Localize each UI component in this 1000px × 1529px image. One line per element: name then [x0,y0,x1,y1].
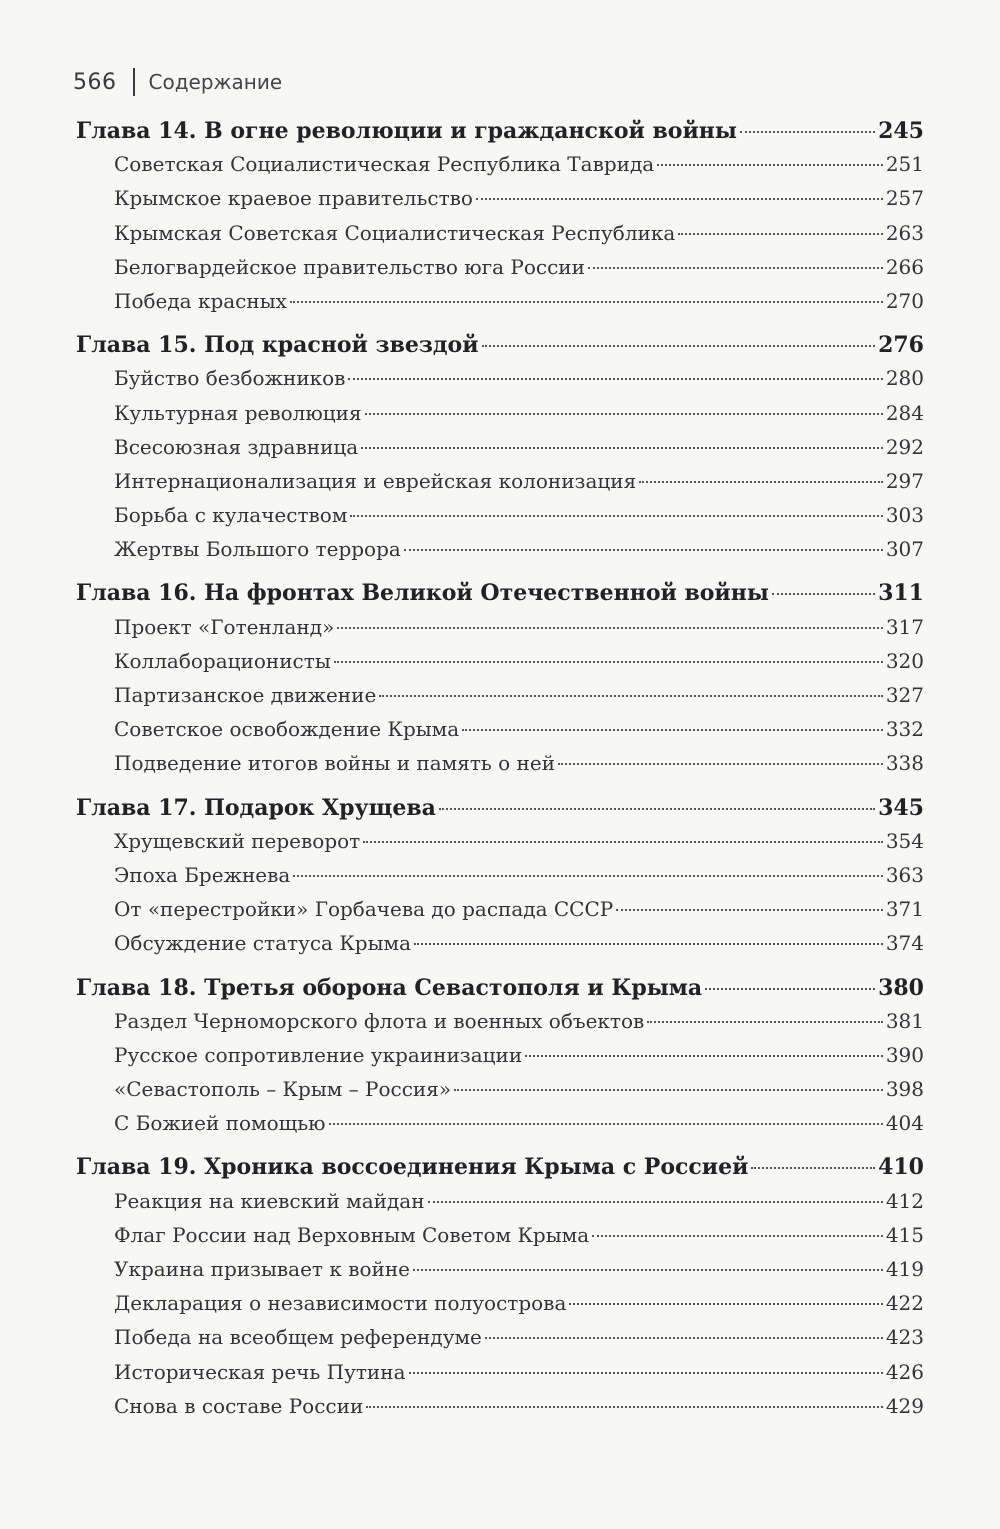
chapter-page-number: 345 [878,794,924,821]
section-title: «Севастополь – Крым – Россия» [114,1077,452,1102]
section-entry [76,152,924,186]
toc-chapter [76,332,924,571]
section-title: Всесоюзная здравница [114,434,359,459]
dot-leader [705,988,875,990]
dot-leader [361,447,883,449]
dot-leader [439,808,875,810]
section-page-number: 398 [885,1077,924,1102]
section-page-number: 284 [885,400,924,425]
dot-leader [454,1089,883,1091]
dot-leader [290,301,883,303]
dot-leader [525,1055,883,1057]
section-entry [76,186,924,220]
section-entry [76,435,924,469]
section-page-number: 354 [885,828,924,853]
dot-leader [366,1406,883,1408]
section-page-number: 371 [885,897,924,922]
dot-leader [678,233,883,235]
section-page-number: 429 [885,1393,924,1418]
dot-leader [363,841,883,843]
section-page-number: 266 [885,254,924,279]
section-page-number: 257 [885,186,924,211]
dot-leader [647,1021,883,1023]
section-title: Жертвы Большого террора [114,537,401,562]
section-entry [76,289,924,323]
section-page-number: 317 [885,614,924,639]
section-entry [76,863,924,897]
section-title: Флаг России над Верховным Советом Крыма [114,1222,590,1247]
dot-leader [334,661,883,663]
section-title: Крымская Советская Социалистическая Республика [114,220,676,245]
section-entry [76,401,924,435]
section-entry [76,1257,924,1291]
dot-leader [751,1167,875,1169]
dot-leader [485,1337,883,1339]
toc-chapter [76,1154,924,1428]
section-entry [76,1291,924,1325]
section-title: Снова в составе России [114,1393,364,1418]
section-entry [76,1223,924,1257]
section-title: Советское освобождение Крыма [114,717,460,742]
chapter-title: Глава 14. В огне революции и гражданской войны [76,118,737,144]
section-entry [76,897,924,931]
section-title: Коллаборационисты [114,648,331,673]
section-page-number: 280 [885,366,924,391]
section-entry [76,649,924,683]
section-title: Культурная революция [114,400,362,425]
toc-chapter [76,795,924,966]
section-title: Русское сопротивление украинизации [114,1042,523,1067]
dot-leader [365,413,883,415]
section-page-number: 363 [885,862,924,887]
section-page-number: 327 [885,683,924,707]
dot-leader [348,378,882,380]
chapter-page-number: 380 [878,974,924,1001]
section-entry [76,1189,924,1223]
section-entry [76,931,924,965]
chapter-title: Глава 15. Под красной звездой [76,332,479,359]
section-title: С Божией помощью [114,1111,326,1136]
dot-leader [462,729,883,731]
dot-leader [569,1303,882,1305]
dot-leader [329,1123,883,1125]
chapter-title: Глава 17. Подарок Хрущева [76,794,436,821]
section-page-number: 426 [885,1359,924,1384]
dot-leader [293,875,882,877]
chapter-entry [76,580,924,614]
section-title: Подведение итогов войны и память о ней [114,751,556,776]
section-entry [76,537,924,571]
toc-chapter [76,118,924,323]
chapter-entry [76,332,924,366]
section-title: Реакция на киевский майдан [114,1188,425,1213]
dot-leader [558,763,883,765]
section-title: Декларация о независимости полуострова [114,1291,567,1316]
chapter-entry [76,795,924,829]
section-entry [76,683,924,717]
section-entry [76,255,924,289]
header-divider [133,68,135,96]
toc-chapter [76,580,924,785]
section-title: Историческая речь Путина [114,1359,406,1384]
section-title: Эпоха Брежнева [114,862,291,887]
section-entry [76,366,924,400]
section-title: Партизанское движение [114,683,377,707]
section-title: Раздел Черноморского флота и военных объектов [114,1008,645,1033]
section-entry [76,1111,924,1145]
dot-leader [639,481,883,483]
section-page-number: 307 [885,537,924,562]
chapter-entry [76,975,924,1009]
chapter-title: Глава 18. Третья оборона Севастополя и Крыма [76,974,703,1001]
section-entry [76,1360,924,1394]
section-page-number: 404 [885,1111,924,1136]
section-entry [76,1325,924,1359]
section-title: От «перестройки» Горбачева до распада СССР [114,897,614,922]
section-title: Интернационализация и еврейская колонизация [114,468,637,493]
section-page-number: 320 [885,648,924,673]
section-page-number: 270 [885,288,924,313]
section-page-number: 422 [885,1291,924,1316]
section-title: Победа на всеобщем референдуме [114,1325,482,1350]
section-page-number: 303 [885,503,924,528]
chapter-page-number: 245 [878,118,924,144]
section-page-number: 332 [885,717,924,742]
section-page-number: 390 [885,1042,924,1067]
section-page-number: 415 [885,1222,924,1247]
table-of-contents [76,118,924,1437]
section-entry [76,221,924,255]
chapter-title: Глава 19. Хроника воссоединения Крыма с Россией [76,1154,749,1181]
dot-leader [657,164,883,166]
section-title: Проект «Готенланд» [114,614,335,639]
section-entry [76,1009,924,1043]
section-entry [76,503,924,537]
dot-leader [482,345,876,347]
toc-chapter [76,975,924,1146]
chapter-page-number: 276 [878,332,924,359]
section-title: Борьба с кулачеством [114,503,348,528]
section-title: Обсуждение статуса Крыма [114,931,411,956]
chapter-entry [76,1154,924,1188]
dot-leader [772,593,875,595]
dot-leader [337,627,883,629]
section-page-number: 412 [885,1188,924,1213]
chapter-page-number: 410 [878,1154,924,1181]
dot-leader [616,909,883,911]
section-page-number: 423 [885,1325,924,1350]
section-entry [76,1394,924,1428]
dot-leader [414,943,883,945]
section-page-number: 419 [885,1257,924,1281]
section-entry [76,469,924,503]
section-title: Крымское краевое правительство [114,186,473,211]
running-section-title: Содержание [148,70,283,94]
section-page-number: 374 [885,931,924,956]
page-number: 566 [73,69,117,95]
section-page-number: 297 [885,468,924,493]
dot-leader [413,1269,883,1271]
dot-leader [740,131,875,133]
section-entry [76,1077,924,1111]
section-title: Советская Социалистическая Республика Таврида [114,152,655,177]
dot-leader [409,1372,883,1374]
running-header [73,62,282,102]
section-entry [76,717,924,751]
dot-leader [379,695,883,697]
section-title: Украина призывает к войне [114,1257,411,1281]
section-page-number: 251 [885,152,924,177]
section-page-number: 263 [885,220,924,245]
section-entry [76,751,924,785]
dot-leader [404,549,883,551]
section-entry [76,1043,924,1077]
chapter-entry [76,118,924,152]
section-page-number: 338 [885,751,924,776]
section-entry [76,615,924,649]
dot-leader [588,267,883,269]
section-title: Хрущевский переворот [114,828,361,853]
section-title: Победа красных [114,288,287,313]
chapter-title: Глава 16. На фронтах Великой Отечественной войны [76,580,769,607]
section-title: Белогвардейское правительство юга России [114,254,585,279]
dot-leader [476,198,883,200]
dot-leader [428,1201,883,1203]
section-page-number: 381 [885,1008,924,1033]
dot-leader [592,1235,883,1237]
chapter-page-number: 311 [878,580,924,607]
dot-leader [350,515,882,517]
section-page-number: 292 [885,434,924,459]
section-title: Буйство безбожников [114,366,346,391]
section-entry [76,829,924,863]
